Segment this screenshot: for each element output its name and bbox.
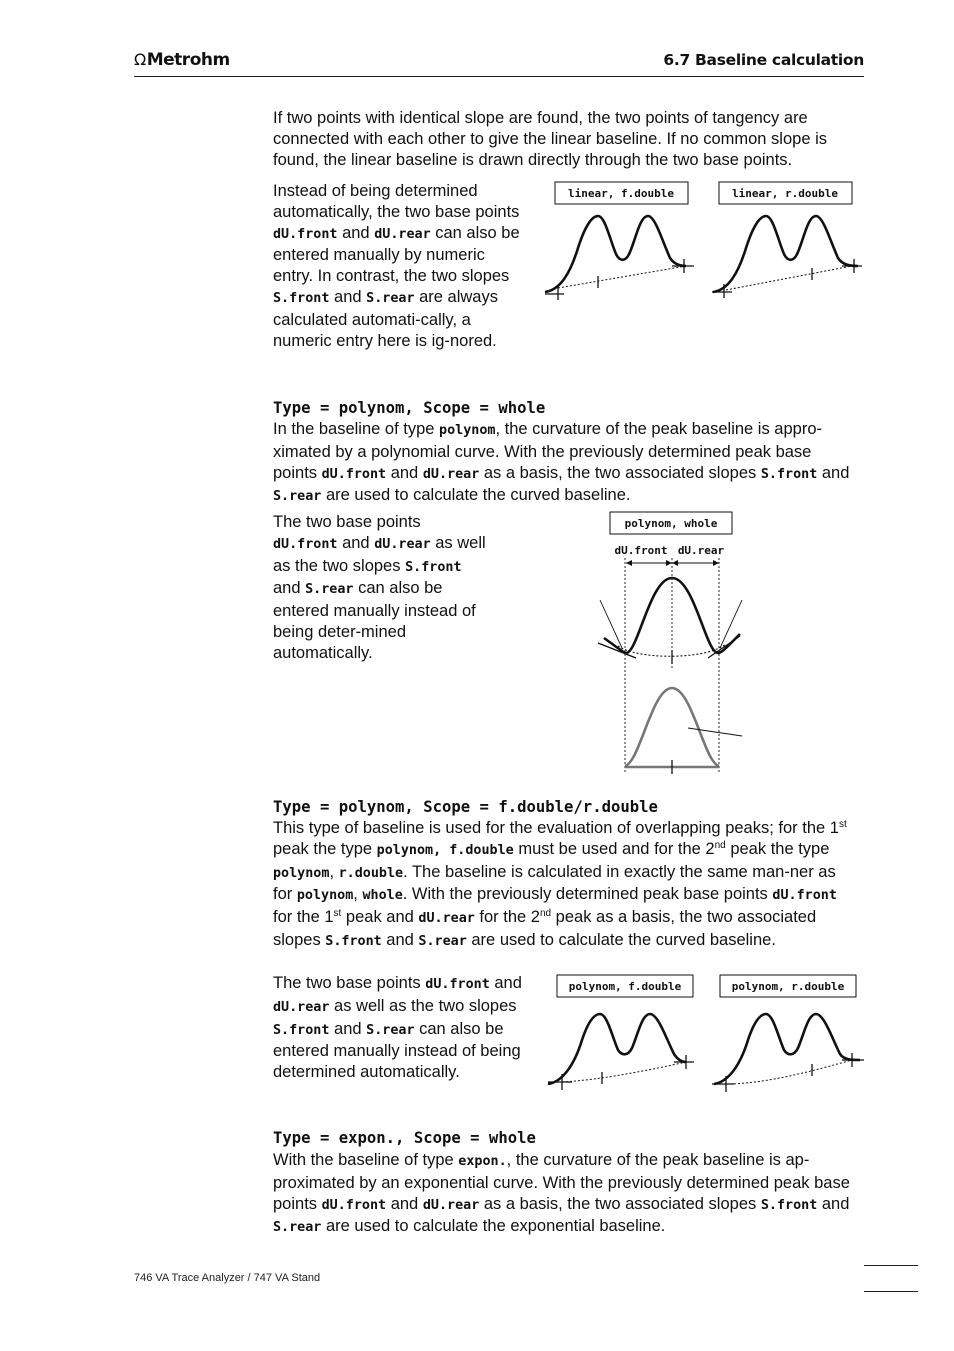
linear-r-double-graph <box>712 216 862 298</box>
axis-label-du-rear: dU.rear <box>677 544 725 557</box>
figure-label-polynom-r-double: polynom, r.double <box>731 980 845 993</box>
paragraph-polynom-double-manual: The two base points dU.front and dU.rear as well as the two slopes S.front and S.rear can also be entered manually instead of being determined automatically. <box>273 974 522 1082</box>
axis-label-du-front: dU.front <box>614 544 668 557</box>
figure-polynom-whole <box>590 508 760 783</box>
brand-logo <box>134 50 230 70</box>
figure-linear-baselines <box>540 178 870 308</box>
figure-polynom-double <box>540 970 870 1100</box>
figure-label-polynom-f-double: polynom, f.double <box>568 980 682 993</box>
figure-label-polynom-whole: polynom, whole <box>624 517 718 530</box>
section-title: 6.7 Baseline calculation <box>663 51 864 69</box>
header-divider <box>134 76 864 77</box>
heading-polynom-double: Type = polynom, Scope = f.double/r.double <box>273 798 658 816</box>
polynom-f-double-graph <box>548 1014 694 1090</box>
linear-f-double-graph <box>545 216 694 300</box>
heading-expon-whole: Type = expon., Scope = whole <box>273 1129 536 1147</box>
paragraph-polynom-double: This type of baseline is used for the evaluation of overlapping peaks; for the 1st peak the type polynom, f.double must be used and for the 2nd peak the type polynom, r.double. The baseline is calculated in exactly the same man-ner as for polynom, whole. With the previously determined peak base points dU.front for the 1st peak and dU.rear for the 2nd peak as a basis, the two associated slopes S.front and S.rear are used to calculate the curved baseline. <box>273 819 847 949</box>
omega-logo-icon: Ω <box>134 50 146 69</box>
footer-page-rule-top <box>864 1265 918 1266</box>
footer-product-name: 746 VA Trace Analyzer / 747 VA Stand <box>134 1272 321 1284</box>
paragraph-polynom-whole: In the baseline of type polynom, the curvature of the peak baseline is appro-ximated by a polynomial curve. With the previously determined peak base points dU.front and dU.rear as a basis, the two associated slopes S.front and S.rear are used to calculate the curved baseline. <box>273 420 850 505</box>
paragraph-expon-whole: With the baseline of type expon., the curvature of the peak baseline is ap-proximated by an exponential curve. With the previously determined peak base points dU.front and dU.rear as a basis, the two associated slopes S.front and S.rear are used to calculate the exponential baseline. <box>273 1151 850 1236</box>
paragraph-polynom-manual: The two base points dU.front and dU.rear as well as the two slopes S.front and S.rear can also be entered manually instead of being deter-mined automatically. <box>273 513 486 662</box>
paragraph-linear-manual: Instead of being determined automatically, the two base points dU.front and dU.rear can also be entered manually by numeric entry. In contrast, the two slopes S.front and S.rear are always calculated automati-cally, a numeric entry here is ig-nored. <box>273 182 520 350</box>
figure-label-linear-r-double: linear, r.double <box>732 187 838 200</box>
heading-polynom-whole: Type = polynom, Scope = whole <box>273 399 546 417</box>
paragraph-linear-intro: If two points with identical slope are found, the two points of tangency are connected with each other to give the linear baseline. If no common slope is found, the linear baseline is drawn directly through the two base points. <box>273 109 827 169</box>
brand-name: Metrohm <box>146 50 230 70</box>
figure-label-linear-f-double: linear, f.double <box>568 187 674 200</box>
polynom-r-double-graph <box>712 1014 864 1092</box>
footer-page-rule-bottom <box>864 1291 918 1292</box>
